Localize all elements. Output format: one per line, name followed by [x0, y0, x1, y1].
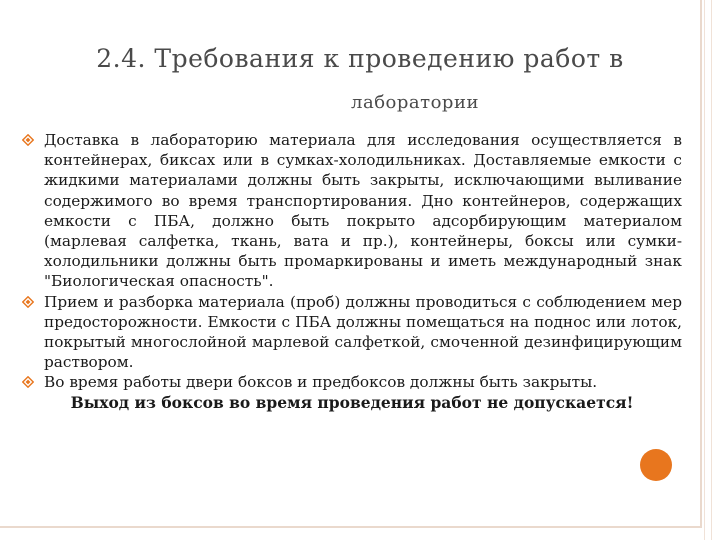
slide-title-line-1: 2.4. Требования к проведению работ в	[96, 44, 624, 73]
diamond-bullet-icon	[22, 376, 34, 388]
diamond-bullet-icon	[22, 296, 34, 308]
bullet-text: Во время работы двери боксов и предбоксов должны быть закрыты.	[44, 373, 598, 392]
orange-circle-icon[interactable]	[640, 449, 672, 481]
diamond-bullet-icon	[22, 134, 34, 146]
slide-content	[22, 130, 682, 413]
slide-title	[0, 40, 720, 118]
closing-warning: Выход из боксов во время проведения работ не допускается!	[70, 392, 634, 412]
bullet-item-doors	[22, 372, 682, 392]
slide-title-line-2: лаборатории	[351, 92, 479, 113]
bullet-item-delivery	[22, 130, 682, 292]
bullet-text: Доставка в лабораторию материала для исследования осуществляется в контейнерах, биксах или в сумках-холодильниках. Доставляемые емкости с жидкими материалами должны быть закрыты, исключающими выливание содержимого во время транспортирования. Дно контейнеров, содержащих емкости с ПБА, должно быть покрыто адсорбирующим материалом (марлевая салфетка, ткань, вата и пр.), контейнеры, боксы или сумки-холодильники должны быть промаркированы и иметь международный знак "Биологическая опасность".	[44, 131, 682, 291]
bullet-item-reception	[22, 292, 682, 373]
bullet-text: Прием и разборка материала (проб) должны проводиться с соблюдением мер предосторожности. Емкости с ПБА должны помещаться на поднос или лоток, покрытый многослойной марлевой салфеткой, смоченной дезинфицирующим раствором.	[44, 292, 682, 372]
